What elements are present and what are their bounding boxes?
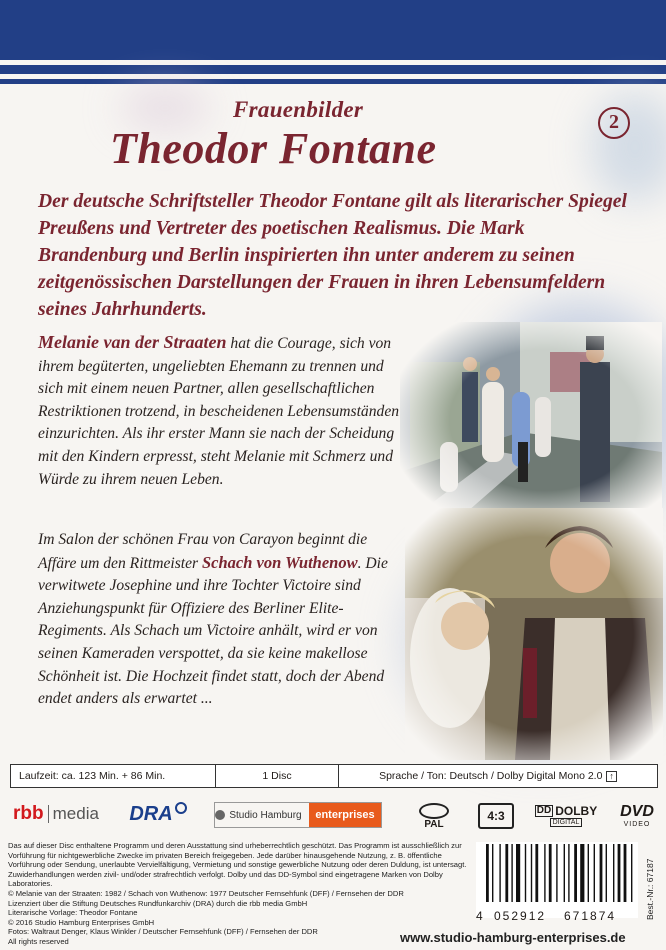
- dolby-digital-text: DIGITAL: [550, 818, 583, 827]
- barcode-bar: [588, 844, 589, 902]
- legal-rights: All rights reserved: [8, 936, 69, 946]
- volume-badge: 2: [598, 107, 630, 139]
- film2-title: Schach von Wuthenow: [202, 552, 358, 572]
- film1-text: hat die Courage, sich von ihrem begüterten, ungeliebten Ehemann zu trennen und sich mit einem neuen Partner, allen gesellschaftlichen Restriktionen trotzend, in bescheidenen Lebensumständen einzurichten. Als ihr erster Mann sie nach der Scheidung mit den Kindern erpresst, steht Melanie mit Schmerz und Würde zu ihrem neuen Leben.: [38, 335, 400, 488]
- order-number: [645, 842, 663, 918]
- series-label: Frauenbilder: [233, 97, 364, 122]
- stripe-3: [0, 79, 666, 84]
- stripe-main: [0, 0, 666, 60]
- legal-license: Lizenziert über die Stiftung Deutsches Rundfunkarchiv (DRA) durch die rbb media GmbH: [8, 898, 308, 908]
- logo-divider: [48, 805, 49, 823]
- disc-count: 1 Disc: [262, 770, 292, 782]
- barcode-bar: [564, 844, 565, 902]
- studio-hamburg-logo: [214, 802, 382, 828]
- barcode-bar: [516, 844, 520, 902]
- film2-text-after: . Die verwitwete Josephine und ihre Tochter Victoire sind Anziehungspunkt für Offiziere des Berliner Elite-Regiments. Als Schach um Victoire anhält, wird er von seinen Kameraden verspottet, da sie keine makellose Schönheit ist. Die Hochzeit findet statt, doch der Abend endet anders als erwartet ...: [38, 554, 388, 708]
- barcode-bar: [568, 844, 569, 902]
- legal-text: [8, 841, 468, 947]
- barcode-bar: [535, 844, 538, 902]
- barcode-bar: [624, 844, 627, 902]
- legal-photo-credit: Fotos: Waltraut Denger, Klaus Winkler / Deutscher Fernsehfunk (DFF) / Fernsehen der DDR: [8, 927, 318, 937]
- film2-description: [38, 529, 390, 711]
- dra-logo: [126, 800, 190, 828]
- media-logo-text: media: [52, 804, 99, 823]
- stripe-2: [0, 65, 666, 74]
- watercolor-wash: [590, 92, 666, 202]
- barcode-bar: [549, 844, 552, 902]
- legal-literary-source: Literarische Vorlage: Theodor Fontane: [8, 908, 138, 918]
- dvd-video-text: VIDEO: [623, 820, 651, 828]
- barcode-bar: [486, 844, 489, 902]
- barcode-bar: [631, 844, 632, 902]
- info-icon: ↑: [606, 771, 617, 782]
- barcode-bar: [613, 844, 614, 902]
- audio-info: [339, 765, 657, 787]
- studio-circle-icon: [215, 810, 225, 820]
- legal-copyright-notice: Das auf dieser Disc enthaltene Programm und deren Ausstattung sind urheberrechtlich geschützt. Das Programm ist ausschließlich zur Vorführung für nichtgewerbliche Zwecke im privaten Bereich freigegeben. Jede darüber hinausgehende Nutzung, z. B. öffentliche Vorführung oder Sendung, unerlaubte Vervielfältigung, Vermietung und sonstige gewerbliche Nutzung oder deren Duldung, ist untersagt. Zuwiderhandlungen werden zivil- und/oder strafrechtlich verfolgt. Dolby und das DD-Symbol sind eingetragene Marken von Dolby Laboratories.: [8, 841, 467, 889]
- barcode-bar: [580, 844, 584, 902]
- barcode-bar: [606, 844, 607, 902]
- photo-schach-scene: [405, 508, 663, 760]
- barcode-bar: [525, 844, 526, 902]
- dvd-video-logo: [614, 800, 660, 830]
- aspect-ratio-text: 4:3: [487, 809, 505, 823]
- dra-circle-icon: [175, 802, 187, 814]
- dolby-dd-icon: DD: [536, 804, 552, 816]
- rbb-media-logo: [6, 800, 106, 828]
- barcode-digit-first: 4: [476, 909, 483, 923]
- barcode-bar: [544, 844, 545, 902]
- order-number-text: Best.-Nr.: 67187: [645, 858, 655, 920]
- top-stripes: [0, 0, 666, 92]
- barcode-bar: [505, 844, 508, 902]
- pal-logo: [412, 798, 456, 834]
- photo-melanie-scene: [400, 322, 662, 518]
- dvd-logo-text: DVD: [620, 802, 654, 820]
- photo-melanie-illustration: [400, 322, 662, 518]
- barcode-bar: [556, 844, 557, 902]
- studio-logo-text: Studio Hamburg: [229, 809, 302, 821]
- barcode-bars: [476, 842, 638, 904]
- barcode-bar: [531, 844, 532, 902]
- dra-logo-text: DRA: [129, 802, 173, 825]
- website-url: www.studio-hamburg-enterprises.de: [400, 930, 626, 945]
- barcode-bar: [574, 844, 577, 902]
- intro-text: Der deutsche Schriftsteller Theodor Fontane gilt als literarischer Spiegel Preußens und Vertreter des poetischen Realismus. Die Mark Brandenburg und Berlin inspirierten ihn unter anderem zu seinen zeitgenössischen Darstellungen der Frauen in ihren Lebensumfeldern seines Jahrhunderts.: [38, 191, 627, 320]
- aspect-ratio-logo: [478, 803, 514, 829]
- pal-eye-icon: [419, 803, 449, 819]
- barcode-bar: [511, 844, 512, 902]
- dolby-logo: [534, 800, 598, 830]
- legal-production-credit: © Melanie van der Straaten: 1982 / Schach von Wuthenow: 1977 Deutscher Fernsehfunk (DFF) / Fernsehen der DDR: [8, 888, 404, 898]
- pal-logo-text: PAL: [424, 818, 444, 830]
- film2-text-before: Im Salon der schönen Frau von Carayon beginnt die Affäre um den Rittmeister: [38, 531, 368, 572]
- film1-description: [38, 331, 410, 491]
- rbb-logo-text: rbb: [13, 803, 44, 824]
- barcode-bar: [594, 844, 595, 902]
- film1-title: Melanie van der Straaten: [38, 332, 227, 352]
- dolby-logo-text: DOLBY: [555, 803, 598, 818]
- ean-barcode: [476, 842, 638, 923]
- barcode-bar: [618, 844, 621, 902]
- enterprises-logo-text: enterprises: [309, 803, 380, 827]
- photo-schach-illustration: [405, 508, 663, 760]
- barcode-bar: [499, 844, 500, 902]
- barcode-bar: [600, 844, 603, 902]
- watercolor-wash: [120, 88, 210, 128]
- page-title: Theodor Fontane: [110, 124, 437, 173]
- barcode-bar: [492, 844, 493, 902]
- legal-publisher: © 2016 Studio Hamburg Enterprises GmbH: [8, 917, 155, 927]
- audio-text: Sprache / Ton: Deutsch / Dolby Digital Mono 2.0: [379, 770, 603, 782]
- barcode-group2: 671874: [564, 909, 617, 923]
- runtime: Laufzeit: ca. 123 Min. + 86 Min.: [19, 770, 166, 782]
- dolby-dd-line: [535, 804, 597, 818]
- barcode-group1: 052912: [494, 909, 547, 923]
- logo-row: [0, 795, 666, 837]
- info-bar: [10, 764, 658, 788]
- barcode-digits: [476, 909, 638, 923]
